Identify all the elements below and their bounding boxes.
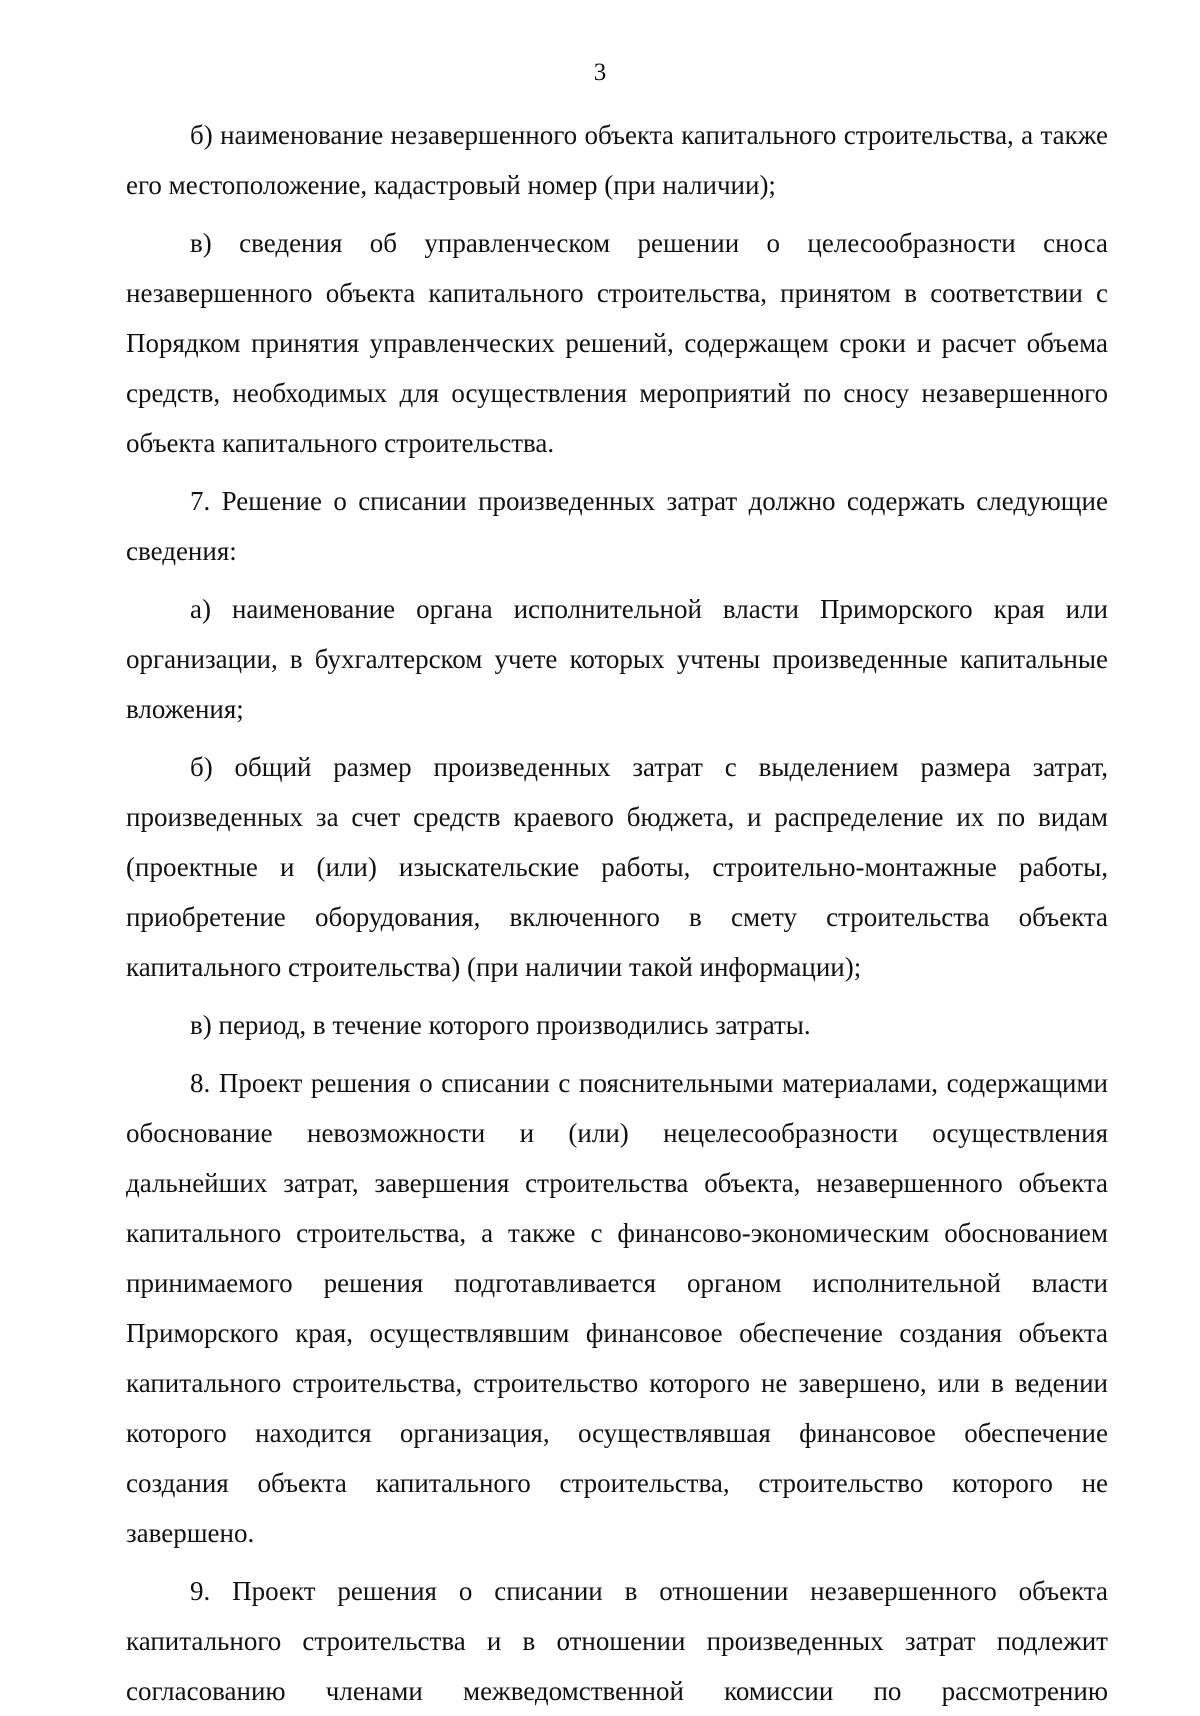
paragraph-8: 8. Проект решения о списании с пояснительными материалами, содержащими обоснование невозможности и (или) нецелесообразности осуществления дальнейших затрат, завершения строительства объекта, незавершенного объекта капитального строительства, а также с финансово-экономическим обоснованием принимаемого решения подготавливается органом исполнительной власти Приморского края, осуществлявшим финансовое обеспечение создания объекта капитального строительства, строительство которого не завершено, или в ведении которого находится организация, осуществлявшая финансовое обеспечение создания объекта капитального строительства, строительство которого не завершено. bbox=[126, 1068, 1108, 1548]
paragraph-item-b-costs: б) общий размер произведенных затрат с выделением размера затрат, произведенных за счет средств краевого бюджета, и распределение их по видам (проектные и (или) изыскательские работы, строительно-монтажные работы, приобретение оборудования, включенного в смету строительства объекта капитального строительства) (при наличии такой информации); bbox=[126, 752, 1108, 982]
paragraph-item-b-name: б) наименование незавершенного объекта капитального строительства, а также его местоположение, кадастровый номер (при наличии); bbox=[126, 120, 1108, 200]
page-number: 3 bbox=[593, 59, 607, 86]
document-body bbox=[126, 110, 1108, 1716]
paragraph-item-a-authority: а) наименование органа исполнительной власти Приморского края или организации, в бухгалтерском учете которых учтены произведенные капитальные вложения; bbox=[126, 594, 1108, 724]
paragraph-item-v-period: в) период, в течение которого производились затраты. bbox=[190, 1010, 811, 1040]
paragraph-item-v-demolition: в) сведения об управленческом решении о целесообразности сноса незавершенного объекта капитального строительства, принятом в соответствии с Порядком принятия управленческих решений, содержащем сроки и расчет объема средств, необходимых для осуществления мероприятий по сносу незавершенного объекта капитального строительства. bbox=[126, 228, 1108, 458]
paragraph-7-heading: 7. Решение о списании произведенных затрат должно содержать следующие сведения: bbox=[126, 486, 1108, 566]
paragraph-9: 9. Проект решения о списании в отношении незавершенного объекта капитального строительства и в отношении произведенных затрат подлежит согласованию членами межведомственной комиссии по рассмотрению bbox=[126, 1576, 1108, 1706]
